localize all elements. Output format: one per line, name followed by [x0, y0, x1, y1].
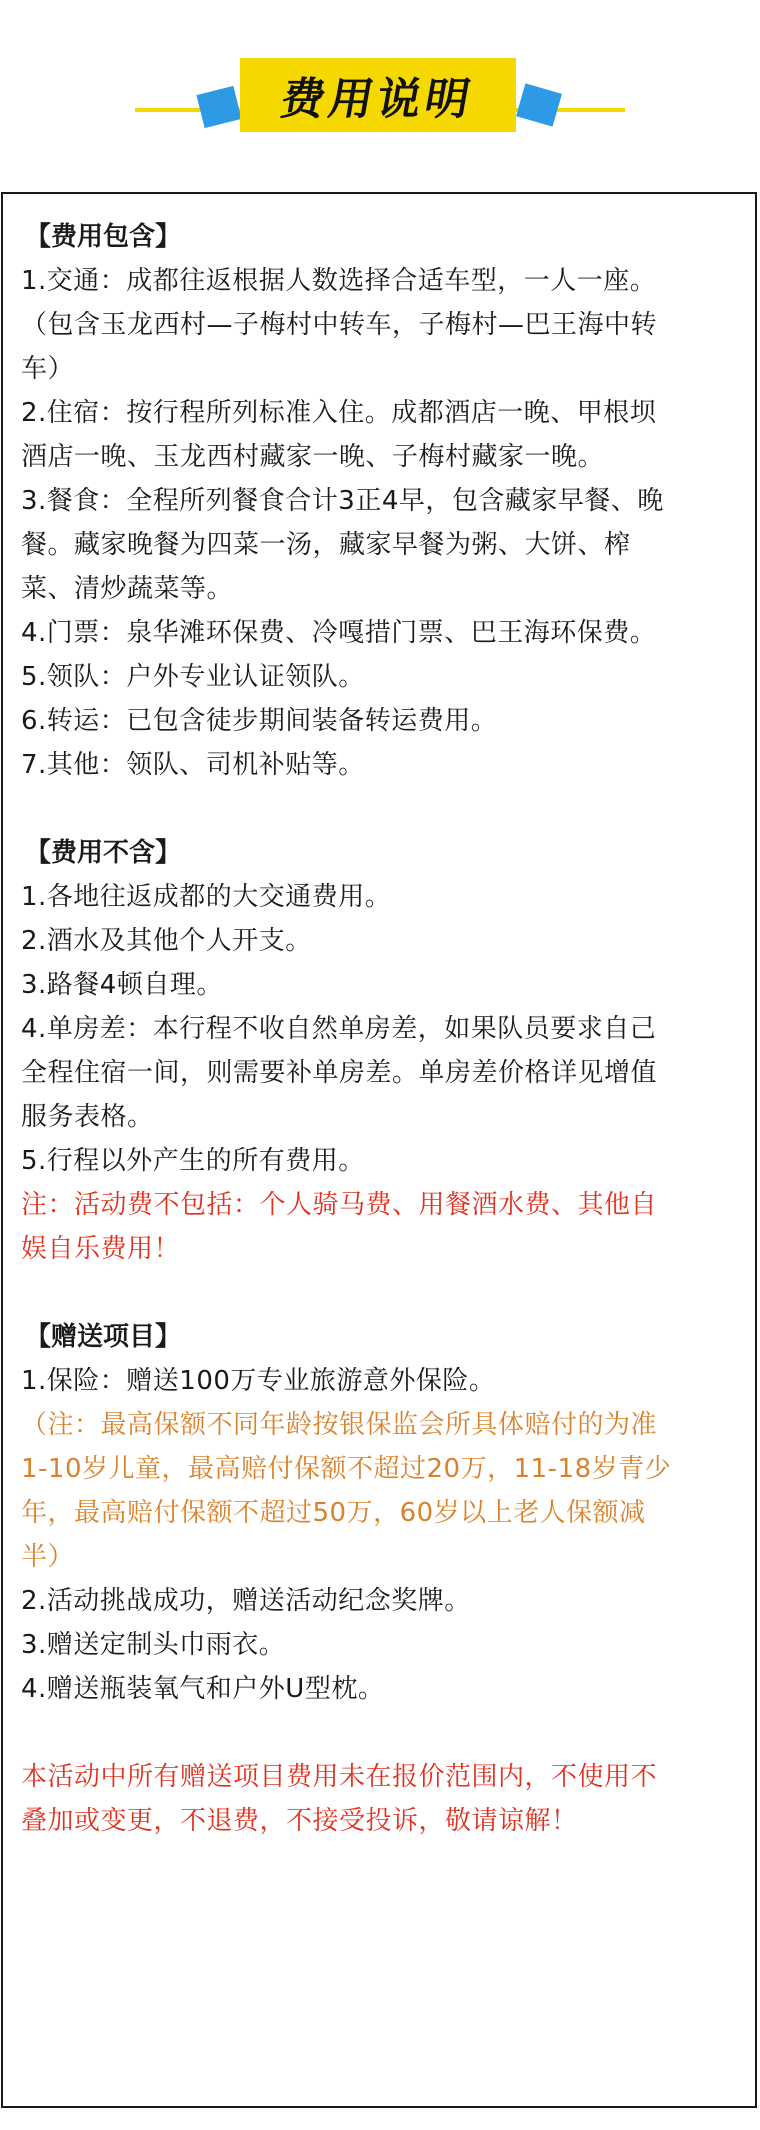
disclaimer-line: 本活动中所有赠送项目费用未在报价范围内，不使用不	[21, 1762, 658, 1792]
section-heading: 【赠送项目】	[25, 1322, 182, 1352]
section-heading: 【费用不含】	[25, 838, 182, 868]
text-line: 3.路餐4顿自理。	[21, 970, 223, 1000]
section-included	[21, 215, 743, 787]
section-excluded	[21, 831, 743, 1271]
text-line: 2.酒水及其他个人开支。	[21, 926, 312, 956]
spacer	[21, 1711, 743, 1755]
exclusion-note: 娱自乐费用！	[21, 1234, 181, 1264]
text-line: 全程住宿一间，则需要补单房差。单房差价格详见增值	[21, 1058, 658, 1088]
section-gifts	[21, 1315, 743, 1711]
text-line: 服务表格。	[21, 1102, 154, 1132]
page-title: 费用说明	[276, 74, 478, 125]
disclaimer-line: 叠加或变更，不退费，不接受投诉，敬请谅解！	[21, 1806, 578, 1836]
text-line: 3.餐食：全程所列餐食合计3正4早，包含藏家早餐、晚	[21, 486, 664, 516]
text-line: 4.赠送瓶装氧气和户外U型枕。	[21, 1674, 385, 1704]
exclusion-note: 注：活动费不包括：个人骑马费、用餐酒水费、其他自	[21, 1190, 658, 1220]
insurance-note: 年，最高赔付保额不超过50万，60岁以上老人保额减	[21, 1498, 646, 1528]
text-line: 酒店一晚、玉龙西村藏家一晚、子梅村藏家一晚。	[21, 442, 605, 472]
text-line: 3.赠送定制头巾雨衣。	[21, 1630, 286, 1660]
text-line: 7.其他：领队、司机补贴等。	[21, 750, 365, 780]
text-line: 餐。藏家晚餐为四菜一汤，藏家早餐为粥、大饼、榨	[21, 530, 631, 560]
text-line: 车）	[21, 354, 75, 384]
text-line: 2.活动挑战成功，赠送活动纪念奖牌。	[21, 1586, 471, 1616]
insurance-note: 半）	[21, 1542, 75, 1572]
right-blue-tag	[516, 83, 562, 126]
spacer	[21, 1271, 743, 1315]
spacer	[21, 787, 743, 831]
insurance-note: 1-10岁儿童，最高赔付保额不超过20万，11-18岁青少	[21, 1454, 672, 1484]
text-line: （包含玉龙西村—子梅村中转车，子梅村—巴王海中转	[21, 310, 658, 340]
insurance-note: （注：最高保额不同年龄按银保监会所具体赔付的为准	[21, 1410, 658, 1440]
text-line: 4.门票：泉华滩环保费、冷嘎措门票、巴王海环保费。	[21, 618, 657, 648]
text-line: 5.领队：户外专业认证领队。	[21, 662, 365, 692]
content-body	[21, 215, 743, 1843]
section-heading: 【费用包含】	[25, 222, 182, 252]
text-line: 2.住宿：按行程所列标准入住。成都酒店一晚、甲根坝	[21, 398, 657, 428]
text-line: 1.保险：赠送100万专业旅游意外保险。	[21, 1366, 496, 1396]
page-header	[0, 0, 760, 150]
text-line: 4.单房差：本行程不收自然单房差，如果队员要求自己	[21, 1014, 657, 1044]
text-line: 1.交通：成都往返根据人数选择合适车型，一人一座。	[21, 266, 657, 296]
text-line: 6.转运：已包含徒步期间装备转运费用。	[21, 706, 498, 736]
text-line: 5.行程以外产生的所有费用。	[21, 1146, 365, 1176]
gift-disclaimer	[21, 1755, 743, 1843]
text-line: 菜、清炒蔬菜等。	[21, 574, 234, 604]
text-line: 1.各地往返成都的大交通费用。	[21, 882, 392, 912]
